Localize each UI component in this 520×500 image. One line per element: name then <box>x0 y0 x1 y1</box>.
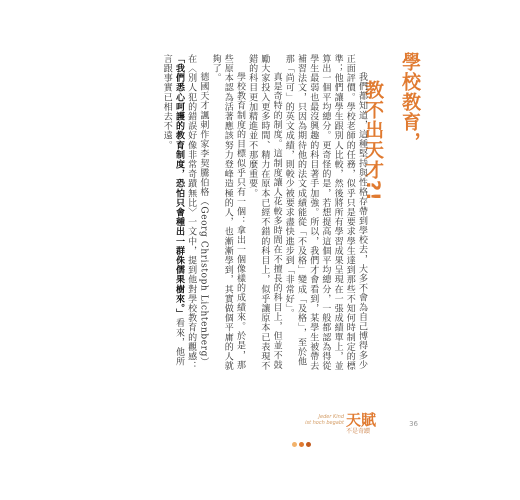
title-line-2: 教不出天才?! <box>362 80 384 202</box>
paragraph-3: 學校教育制度的目標似乎只有一個：拿出一個像樣的成績來。於是，那些原本認為活著應該努力登峰造極的人，也漸漸學到，其實做個平庸的人就夠了。 <box>210 54 245 371</box>
paragraph-1: 我們都知道，這種堅持與性格存帶到學校去，大多不會為自己博得多少正面評價。學校老師的任務，似乎只是要求學生達到那些不知何時制定的標準；他們讓學生跟別人比較，然後將所有學習成果呈現在一張成績單上，並算出一個平均總分。更奇怪的是，若想提高這個平均總分，一般都認為得從學生最弱也最沒興趣的科目著手加強。所以，我們才會看到，某學生被帶去補習法文，只因為期待他的法文成績能從「不及格」變成「及格」，至於他那「尚可」的英文成績，則較少被要求盡快進步到「非常好」。 <box>283 54 367 371</box>
page-number: 36 <box>409 420 418 428</box>
body-text <box>161 54 368 374</box>
footer-english-tagline <box>284 414 344 426</box>
footer-dots-icon <box>292 432 313 451</box>
logo-sub-text: 不是奇蹟 <box>346 428 371 435</box>
dot-icon <box>292 442 297 447</box>
book-page <box>80 40 430 460</box>
paragraph-4 <box>161 54 210 374</box>
title-line-1: 學校教育， <box>399 52 421 152</box>
paragraph-2: 真是奇特的制度。這制度讓人花較多時間在不擅長的科目上，但並不鼓勵大家投入更多時間、精力在原本已經不錯的科目上，似乎讓原本已表現不錯的科目更加精進並不那麼重要。 <box>247 54 282 371</box>
emphasized-quote: 「我們悉心呵護的教育制度，恐怕只會種出一群侏儒果樹來。」 <box>173 54 184 319</box>
footer-book-logo <box>346 412 386 436</box>
dot-icon <box>306 442 311 447</box>
chapter-title <box>360 52 424 302</box>
dot-icon <box>299 442 304 447</box>
paragraph-4-text: 德國天才諷刺作家李契騰伯格（Georg Christoph Lichtenberg）在〈別人犯的錯誤好像非常奇蹟無比〉一文中，提到他對學校教育的觀感： <box>186 54 209 371</box>
paragraph-4-tail: 看來，他所言跟事實已相去不遠。 <box>161 54 184 367</box>
logo-main-text: 天賦 <box>346 411 377 429</box>
page-footer <box>284 411 418 452</box>
footer-en-line-1: Jeder Kind <box>318 414 344 420</box>
footer-en-line-2: ist hoch begabt <box>305 420 344 426</box>
